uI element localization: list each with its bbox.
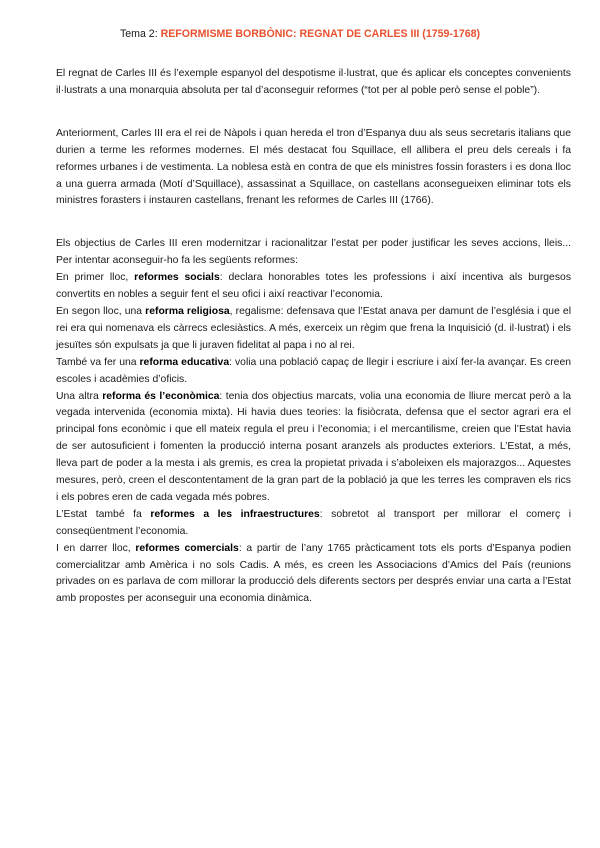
paragraph-background: Anteriorment, Carles III era el rei de Nàpols i quan hereda el tron d’Espanya duu als seus secretaris italians que durien a terme les reformes modernes. El més destacat fou Squillace, ell allibera el preu dels cereals i fa reformes urbanes i de vestimenta. La noblesa està en contra de que els ministres fossin forasters i es dona lloc a una guerra armada (Motí d’Squillace), assassinat a Squillace, on castellans aconsegueixen eliminar tots els ministres forasters i instauren castellans, frenant les reformes de Carles III (1766).: [56, 127, 571, 207]
page-title: [0, 27, 600, 41]
title-accent: REFORMISME BORBÒNIC: REGNAT DE CARLES III (1759-1768): [160, 28, 481, 40]
reform-educational: També va fer una reforma educativa: volia una població capaç de llegir i escriure i així fer-la avançar. Es creen escoles i acadèmies d’oficis.: [56, 356, 572, 385]
title-prefix: Tema 2:: [119, 28, 161, 40]
paragraph-objectives: Els objectius de Carles III eren modernitzar i racionalitzar l’estat per poder justificar les seves accions, lleis... Per intentar aconseguir-ho fa les següents reformes:: [56, 238, 571, 267]
reform-infrastructure: L’Estat també fa reformes a les infraestructures: sobretot al transport per millorar el comerç i conseqüentment l’economia.: [56, 508, 571, 537]
reform-economic: Una altra reforma és l’econòmica: tenia dos objectius marcats, volia una economia de lliure mercat però a la vegada intervenida (economia mixta). Hi havia dues teories: la fisiòcrata, defensa que el sector agrari era el principal fons econòmic i que ell mateix regula el preu i l’economia; i el mercantilisme, creien que l’Estat havia de ser autosuficient i fomenten la producció interna posant aranzels als productes exteriors. L’Estat, a més, lleva part de poder a la mesta i als gremis, es crea la propietat privada i s’aboleixen els majorazgos... Aquestes mesures, però, creen el descontentament de la gran part de la població ja que les terres les compraven els rics i els pobres eren de cada vegada més pobres.: [56, 390, 571, 503]
reform-social: En primer lloc, reformes socials: declara honorables totes les professions i així incentiva als burgesos convertits en nobles a seguir fent el seu ofici i així reactivar l’economia.: [56, 272, 572, 301]
document-body: [56, 66, 571, 608]
reform-commercial: I en darrer lloc, reformes comercials: a partir de l’any 1765 pràcticament tots els ports d’Espanya podien comercialitzar amb Amèrica i no sols Cadis. A més, es creen les Associacions d’Amics del País (reunions privades on es parlava de com millorar la producció dels diferents sectors per després enviar una carta a l’Estat amb propostes per aconseguir una economia dinàmica.: [56, 542, 571, 605]
reform-religious: En segon lloc, una reforma religiosa, regalisme: defensava que l’Estat anava per damunt de l’església i que el rei era qui nomenava els càrrecs eclesiàstics. A més, exerceix un règim que frena la Inquisició (d. il·lustrat) i els jesuïtes són expulsats ja que li juraven fidelitat al papa i no al rei.: [56, 305, 572, 351]
paragraph-intro: El regnat de Carles III és l’exemple espanyol del despotisme il·lustrat, que és aplicar els conceptes convenients il·lustrats a una monarquia absoluta per tal d’aconseguir reformes (“tot per al poble però sense el poble”).: [56, 68, 571, 96]
